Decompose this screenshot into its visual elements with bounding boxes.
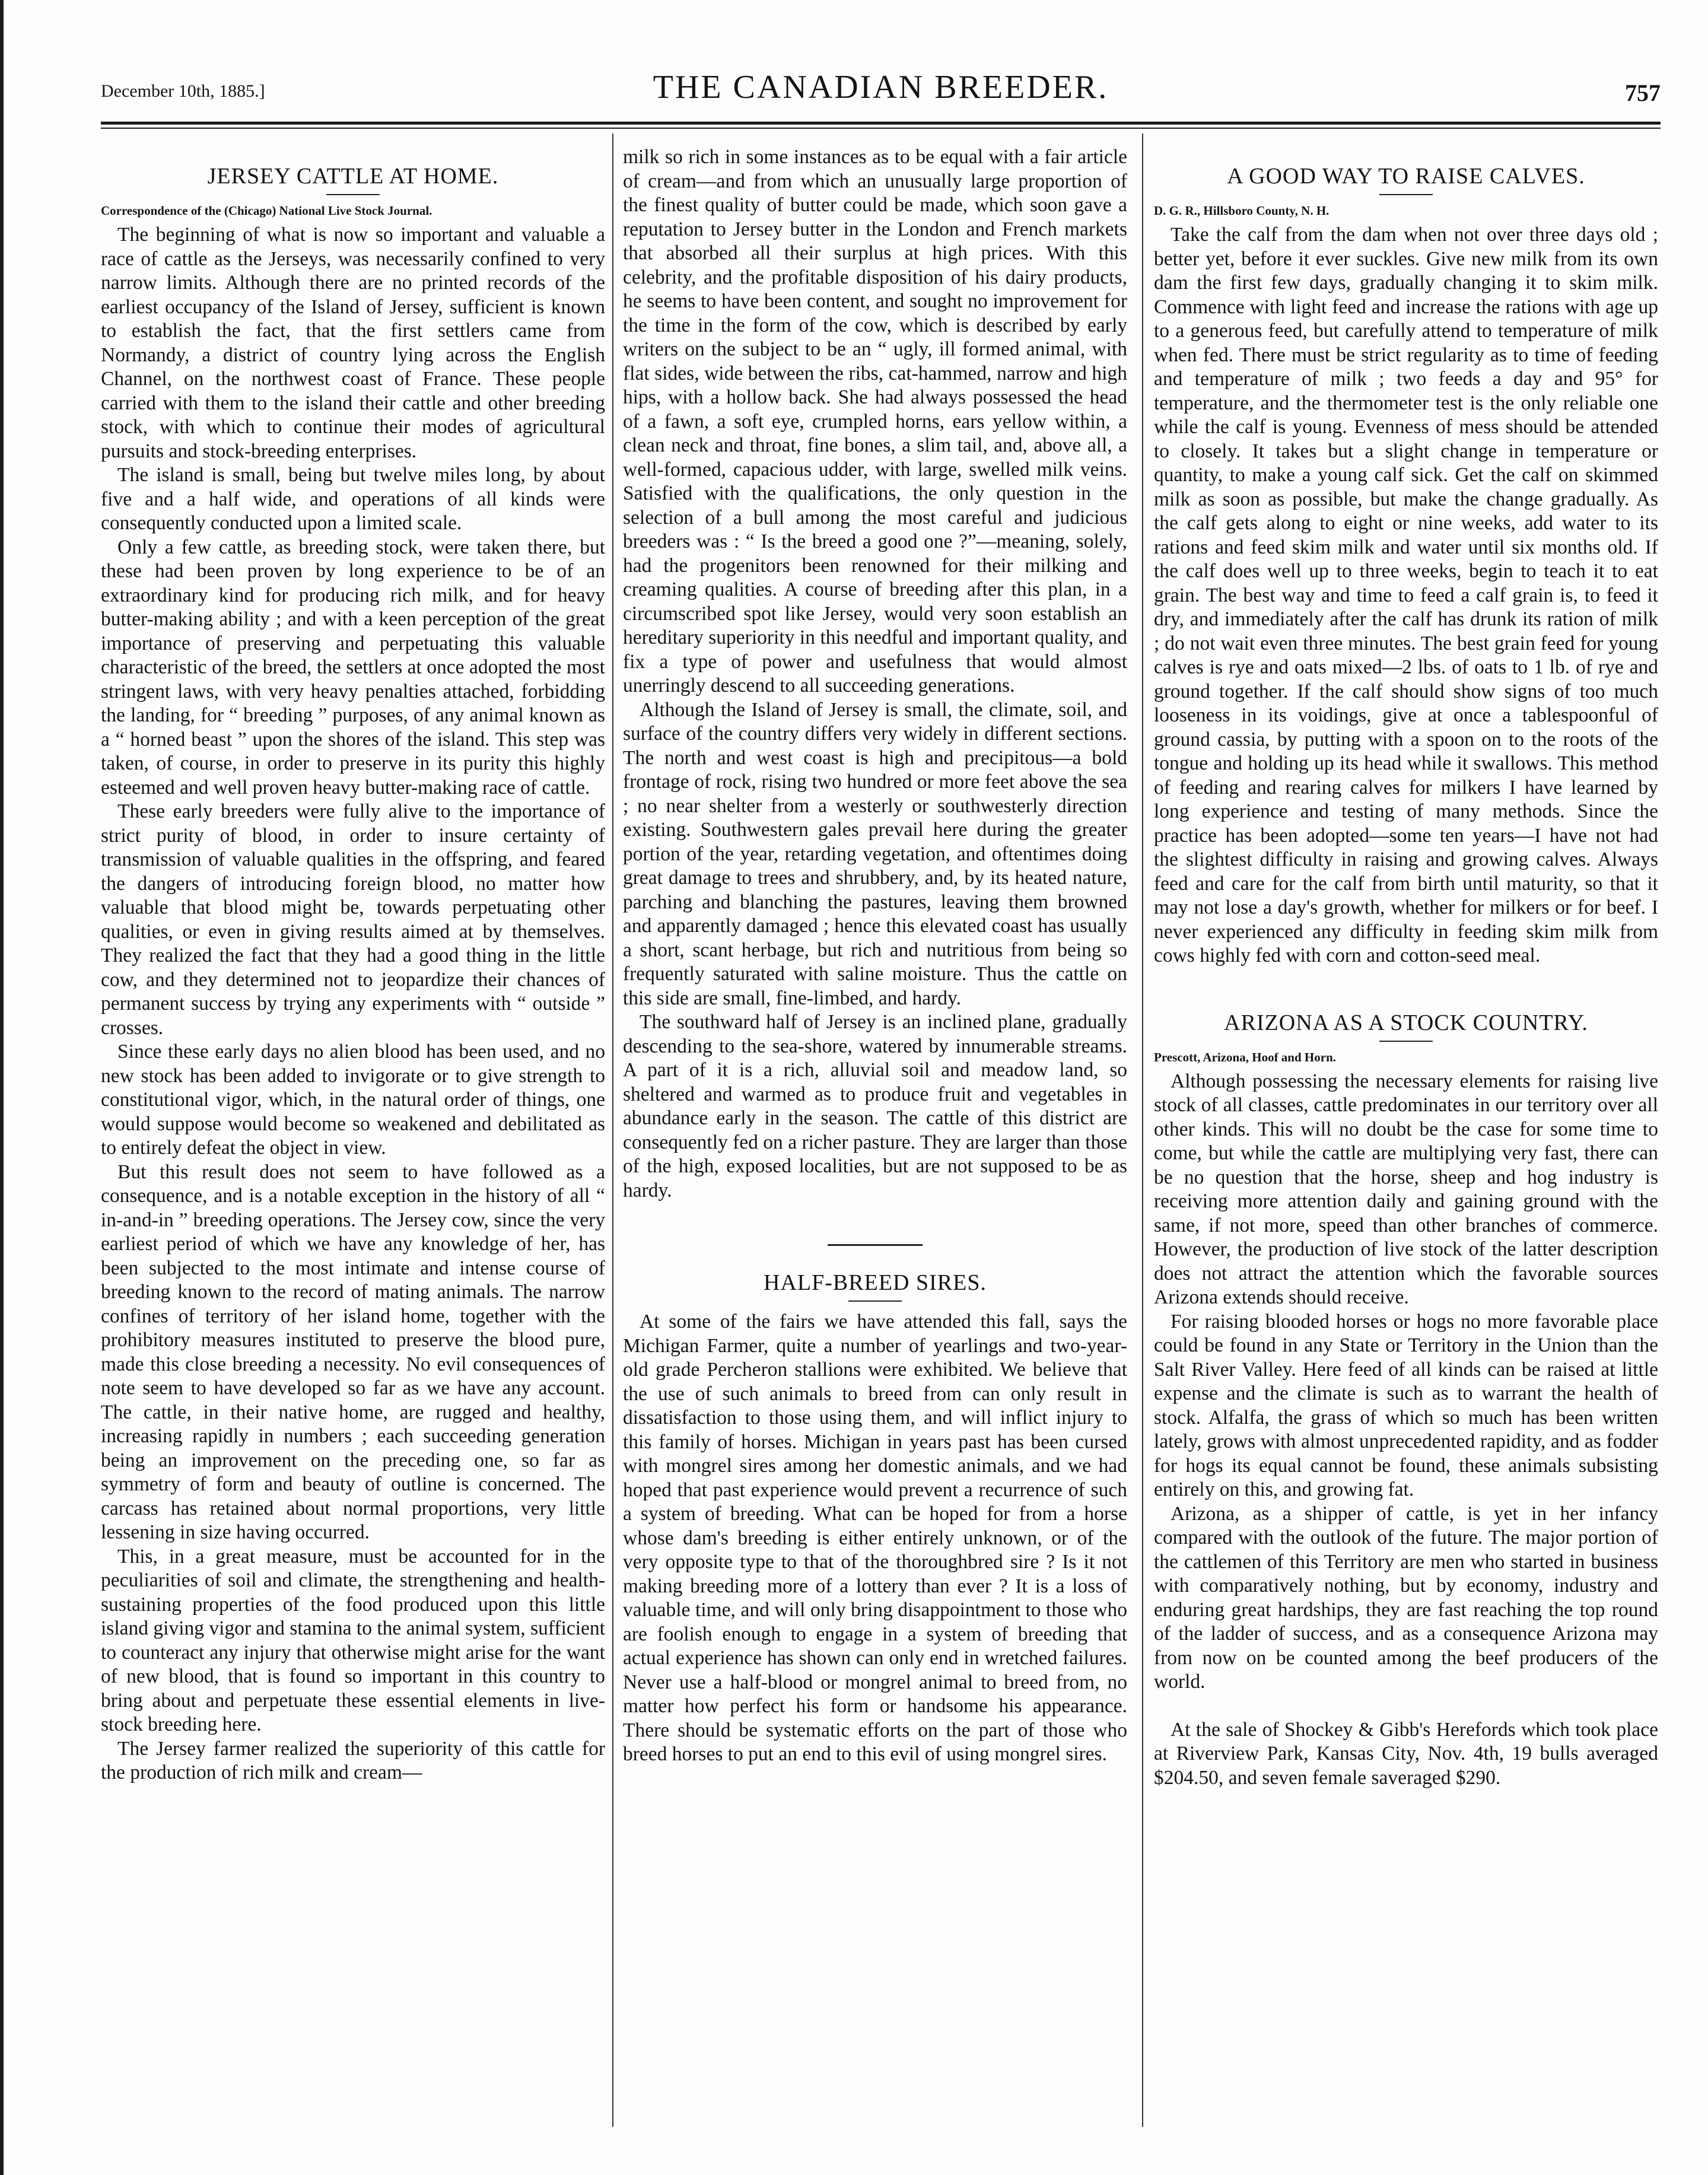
paragraph: At some of the fairs we have attended this fall, says the Michigan Farmer, quite a number of yearlings and two-year-old grade Percheron stallions were exhibited. We believe that the use of such animals to breed from can only result in dissatisfaction to those using them, and will inflict injury to this family of horses. Michigan in years past has been cursed with mongrel sires among her domestic animals, and we had hoped that past experience would prevent a recurrence of such a system of breeding. What can be hoped for from a horse whose dam's breeding is either entirely unknown, or of the very opposite type to that of the thoroughbred sire ? Is it not making breeding more of a lottery than ever ? It is a loss of valuable time, and will only bring disappointment to those who are foolish enough to engage in a system of breeding that actual experience has shown can only end in wretched failures. Never use a half-blood or mongrel animal to breed from, no matter how perfect his form or handsome his appearance. There should be systematic efforts on the part of those who breed horses to put an end to this evil of using mongrel sires. [623, 1311, 1127, 1765]
news-item: At the sale of Shockey & Gibb's Herefords which took place at Riverview Park, Kansas City, Nov. 4th, 19 bulls averaged $204.50, and seven female saveraged $290. [1154, 1718, 1658, 1789]
article-headline: A GOOD WAY TO RAISE CALVES. [1227, 164, 1585, 189]
headline-rule [1379, 1041, 1433, 1042]
paragraph: The island is small, being but twelve miles long, by about five and a half wide, and operations of all kinds were consequently conducted upon a limited scale. [101, 464, 605, 534]
header-rule-thin [101, 128, 1661, 129]
article-source: Prescott, Arizona, Hoof and Horn. [1154, 1050, 1337, 1064]
paragraph: This, in a great measure, must be accounted for in the peculiarities of soil and climate, the strengthening and health-sustaining properties of the food produced upon this little island giving vigor and stamina to the animal system, sufficient to counteract any injury that otherwise might arise for the want of new blood, that is found so important in this country to bring about and perpetuate these essential elements in live-stock breeding here. [101, 1545, 605, 1735]
running-header [101, 68, 1661, 116]
article-source: Correspondence of the (Chicago) National Live Stock Journal. [101, 203, 432, 218]
header-rule [101, 122, 1661, 125]
paragraph: Since these early days no alien blood has been used, and no new stock has been added to invigorate or to give strength to constitutional vigor, which, in the natural order of things, one would suppose would become so weakened and debilitated as to entirely defeat the object in view. [101, 1041, 605, 1159]
column-2 [623, 145, 1127, 2139]
headline-rule [1379, 194, 1433, 195]
page-number: 757 [1625, 80, 1661, 106]
column-rule [612, 133, 613, 2127]
paragraph: Take the calf from the dam when not over three days old ; better yet, before it ever suckles. Give new milk from its own dam the first few days, gradually changing it to skim milk. Commence with light feed and increase the rations with age up to a generous feed, but carefully attend to temperature of milk when fed. There must be strict regularity as to time of feeding and temperature of milk ; two feeds a day and 95° for temperature, and the thermometer test is the only reliable one while the calf is young. Evenness of mess should be attended to closely. It takes but a slight change in temperature or quantity, to make a young calf sick. Get the calf on skimmed milk as soon as possible, but make the change gradually. As the calf gets along to eight or nine weeks, add water to its rations and feed skim milk and water until six months old. If the calf does well up to three weeks, begin to teach it to eat grain. The best way and time to feed a calf grain is, to feed it dry, and immediately after the calf has drunk its ration of milk ; do not wait even three minutes. The best grain feed for young calves is rye and oats mixed—2 lbs. of oats to 1 lb. of rye and ground together. If the calf should show signs of too much looseness in its voidings, give at once a tablespoonful of ground cassia, by putting with a spoon on to the roots of the tongue and holding up its head while it swallows. This method of feeding and rearing calves for milkers I have learned by long experience and testing of many methods. Since the practice has been adopted—some ten years—I have not had the slightest difficulty in raising and growing calves. Always feed and care for the calf from birth until maturity, so that it may not lose a day's growth, whether for milkers or for beef. I never experienced any difficulty in feeding skim milk from cows highly fed with corn and cotton-seed meal. [1154, 224, 1658, 966]
article-headline: HALF-BREED SIRES. [764, 1270, 987, 1295]
paragraph: Although the Island of Jersey is small, the climate, soil, and surface of the country differs very widely in different sections. The north and west coast is high and precipitous—a bold frontage of rock, rising two hundred or more feet above the sea ; no near shelter from a westerly or southwesterly direction existing. Southwestern gales prevail here during the greater portion of the year, retarding vegetation, and oftentimes doing great damage to trees and shrubbery, and, by its heated nature, parching and blanching the pastures, leaving them browned and apparently damaged ; hence this elevated coast has usually a short, scant herbage, but rich and nutritious from being so frequently saturated with saline moisture. Thus the cattle on this side are small, fine-limbed, and hardy. [623, 698, 1127, 1009]
paragraph: Arizona, as a shipper of cattle, is yet in her infancy compared with the outlook of the future. The major portion of the cattlemen of this Territory are men who started in business with comparatively nothing, but by economy, industry and enduring great hardships, they are fast reaching the top round of the ladder of success, and as a consequence Arizona may from now on be counted among the beef producers of the world. [1154, 1502, 1658, 1693]
paragraph: For raising blooded horses or hogs no more favorable place could be found in any State or Territory in the Union than the Salt River Valley. Here feed of all kinds can be raised at little expense and the climate is such as to warrant the health of stock. Alfalfa, the grass of which so much has been written lately, grows with almost unprecedented rapidity, and as fodder for hogs its equal cannot be found, these animals subsisting entirely on this, and growing fat. [1154, 1310, 1658, 1500]
article-source: D. G. R., Hillsboro County, N. H. [1154, 203, 1329, 218]
paragraph: These early breeders were fully alive to the importance of strict purity of blood, in order to insure certainty of transmission of valuable qualities in the offspring, and feared the dangers of introducing foreign blood, no matter how valuable that blood might be, towards perpetuating other qualities, or even in giving results aimed at by themselves. They realized the fact that they had a good thing in the little cow, and they determined not to jeopardize their chances of permanent success by trying any experiments with “ outside ” crosses. [101, 800, 605, 1039]
column-3 [1154, 145, 1658, 2139]
column-1 [101, 145, 605, 2139]
paragraph: The southward half of Jersey is an inclined plane, gradually descending to the sea-shore, watered by innumerable streams. A part of it is a rich, alluvial soil and meadow land, so sheltered and warmed as to produce fruit and vegetables in abundance early in the season. The cattle of this district are consequently fed on a richer pasture. They are larger than those of the high, exposed localities, but are not supposed to be as hardy. [623, 1011, 1127, 1201]
issue-date: December 10th, 1885.] [101, 81, 265, 101]
paragraph: The Jersey farmer realized the superiority of this cattle for the production of rich milk and cream— [101, 1737, 605, 1783]
binding-edge [0, 0, 4, 2175]
paragraph: But this result does not seem to have followed as a consequence, and is a notable exception in the history of all “ in-and-in ” breeding operations. The Jersey cow, since the very earliest period of which we have any knowledge of her, has been subjected to the most intimate and intense course of breeding known to the record of mating animals. The narrow confines of territory of her island home, together with the prohibitory measures instituted to preserve the blood pure, made this close breeding a necessity. No evil consequences of note seem to have developed so far as we have any account. The cattle, in their native home, are rugged and healthy, increasing rapidly in numbers ; each succeeding generation being an improvement on the preceding one, so far as symmetry of form and beauty of outline is concerned. The carcass has retained about normal proportions, very little lessening in size having occurred. [101, 1160, 605, 1543]
masthead-title: THE CANADIAN BREEDER. [653, 69, 1109, 106]
article-headline: JERSEY CATTLE AT HOME. [207, 164, 499, 189]
paragraph: Only a few cattle, as breeding stock, were taken there, but these had been proven by long experience to be of an extraordinary kind for producing rich milk, and for heavy butter-making ability ; and with a keen perception of the great importance of preserving and perpetuating this valuable characteristic of the breed, the settlers at once adopted the most stringent laws, with very heavy penalties attached, forbidding the landing, for “ breeding ” purposes, of any animal known as a “ horned beast ” upon the shores of the island. This step was taken, of course, in order to preserve in its purity this highly esteemed and well proven heavy butter-making race of cattle. [101, 536, 605, 799]
paragraph-continued: milk so rich in some instances as to be equal with a fair article of cream—and from which an unusually large proportion of the finest quality of butter could be made, which soon gave a reputation to Jersey butter in the London and French markets that absorbed all their surplus at high prices. With this celebrity, and the profitable disposition of his dairy products, he seems to have been content, and sought no improvement for the time in the form of the cow, which is described by early writers on the subject to be an “ ugly, ill formed animal, with flat sides, wide between the ribs, cat-hammed, narrow and high hips, with a hollow back. She had always possessed the head of a fawn, a soft eye, crumpled horns, ears yellow within, a clean neck and throat, fine bones, a slim tail, and, above all, a well-formed, capacious udder, with large, swelled milk veins. Satisfied with the qualifications, the only question in the selection of a bull among the most careful and judicious breeders was : “ Is the breed a good one ?”—meaning, solely, had the progenitors been renowned for their milking and creaming qualities. A course of breeding after this plan, in a circumscribed spot like Jersey, would very soon establish an hereditary superiority in this needful and important quality, and fix a type of power and usefulness that would almost unerringly descend to all succeeding generations. [623, 146, 1127, 697]
headline-rule [848, 1300, 902, 1302]
article-divider [828, 1244, 923, 1246]
column-rule [1142, 133, 1143, 2127]
headline-rule [326, 194, 380, 195]
paragraph: Although possessing the necessary elements for raising live stock of all classes, cattle predominates in our territory over all other kinds. This will no doubt be the case for some time to come, but while the cattle are multiplying very fast, there can be no question that the horse, sheep and hog industry is receiving more attention daily and gaining ground with the same, if not more, speed than other branches of commerce. However, the production of live stock of the latter description does not attract the attention which the favorable sources Arizona extends should receive. [1154, 1070, 1658, 1308]
article-headline: ARIZONA AS A STOCK COUNTRY. [1224, 1010, 1588, 1035]
paragraph: The beginning of what is now so important and valuable a race of cattle as the Jerseys, was necessarily confined to very narrow limits. Although there are no printed records of the earliest occupancy of the Island of Jersey, sufficient is known to establish the fact, that the first settlers came from Normandy, a district of country lying across the English Channel, on the northwest coast of France. These people carried with them to the island their cattle and other breeding stock, with which to continue their modes of agricultural pursuits and stock-breeding enterprises. [101, 224, 605, 462]
